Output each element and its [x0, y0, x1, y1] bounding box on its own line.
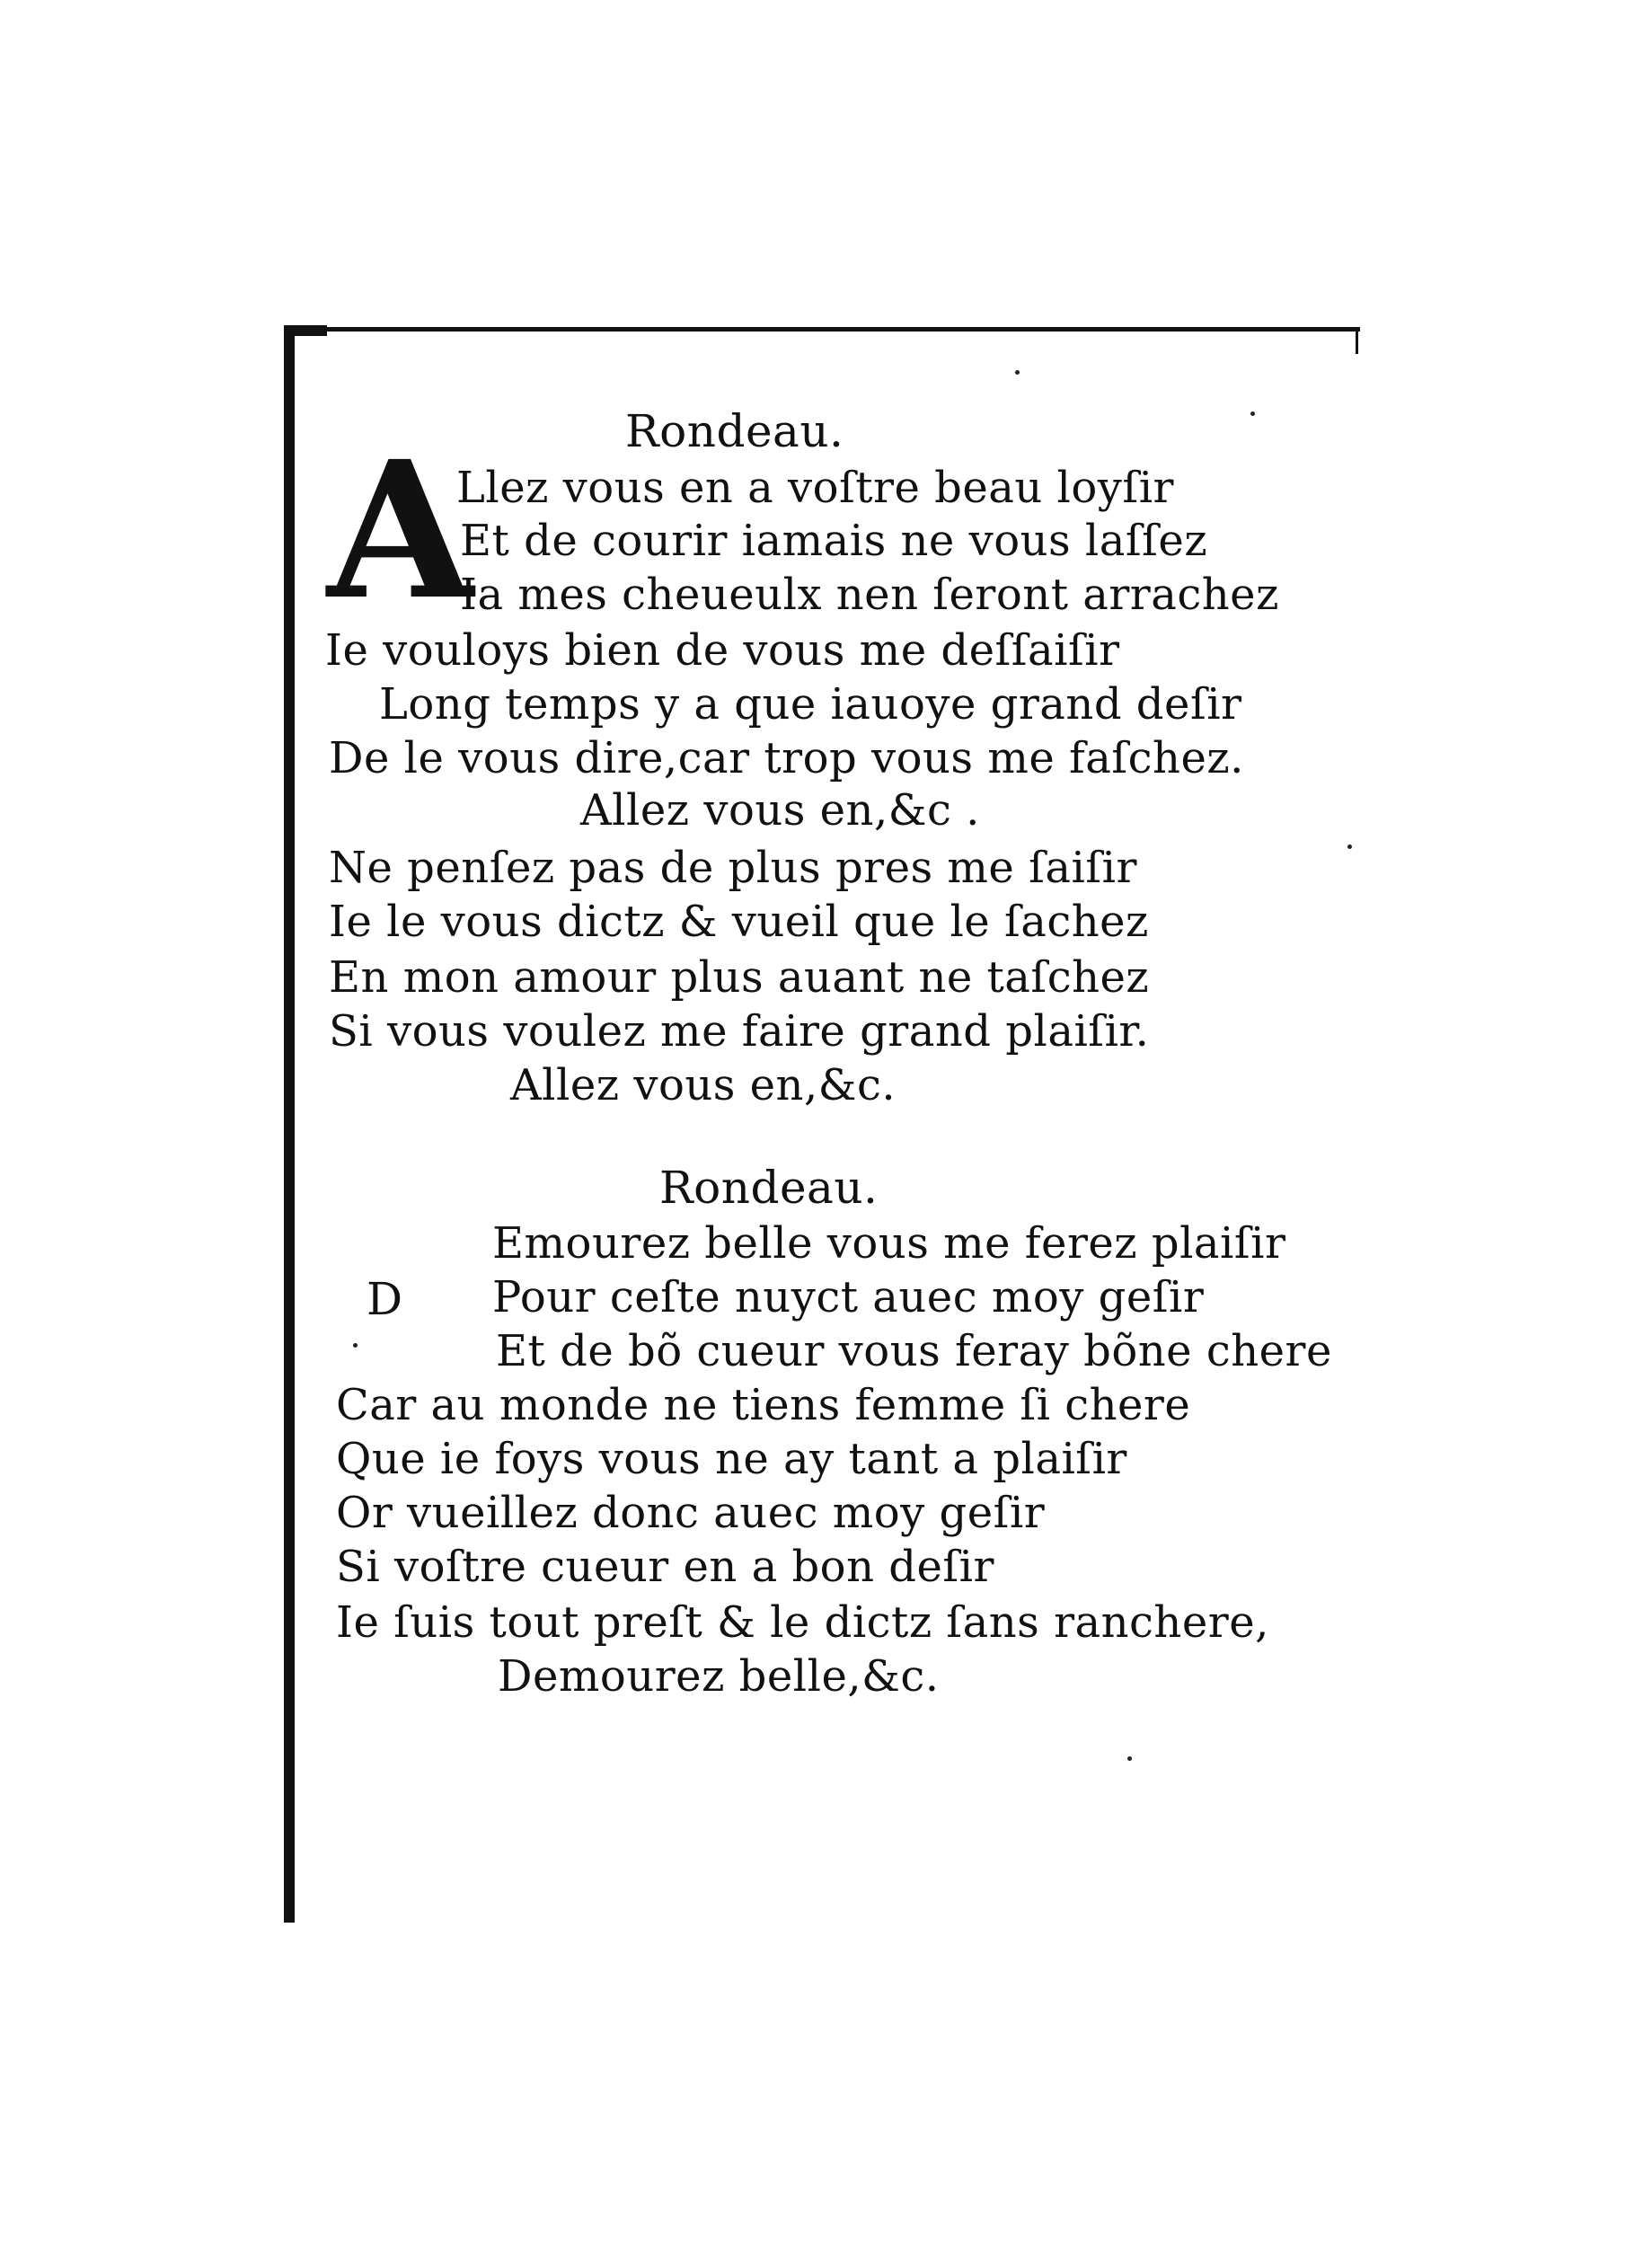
rondeau-2-line: Ie ſuis tout preſt & le dictz ſans ranchere, — [336, 1597, 1269, 1648]
print-speck — [1015, 370, 1020, 375]
rondeau-2-line: Si voſtre cueur en a bon deſir — [336, 1542, 994, 1592]
print-speck — [353, 1343, 358, 1348]
print-speck — [1127, 1756, 1132, 1761]
rondeau-1-line: Si vous voulez me faire grand plaiſir. — [329, 1006, 1150, 1057]
page-edge-right — [1356, 329, 1358, 354]
rondeau-1-line: En mon amour plus auant ne taſchez — [329, 952, 1150, 1003]
rondeau-1-line: Ie le vous dictz & vueil que le ſachez — [329, 897, 1149, 947]
rondeau-1-line: Et de courir iamais ne vous laſſez — [460, 516, 1208, 566]
print-speck — [1347, 844, 1352, 849]
rondeau-1-line: Llez vous en a voſtre beau loyſir — [456, 463, 1174, 513]
rondeau-1-refrain: Allez vous en,&c. — [510, 1060, 897, 1110]
rondeau-2-refrain: Demourez belle,&c. — [498, 1651, 940, 1702]
rondeau-2-line: Que ie foys vous ne ay tant a plaiſir — [336, 1434, 1127, 1484]
rondeau-2-title: Rondeau. — [659, 1162, 879, 1214]
rondeau-2-line: Or vueillez donc auec moy geſir — [336, 1488, 1046, 1538]
rondeau-2-line: Pour ceſte nuyct auec moy geſir — [492, 1272, 1205, 1322]
page-edge-corner — [284, 325, 327, 336]
rondeau-1-line: De le vous dire,car trop vous me faſchez. — [329, 733, 1244, 783]
print-speck — [1250, 411, 1255, 416]
rondeau-2-line: Et de bõ cueur vous feray bõne chere — [496, 1326, 1332, 1376]
rondeau-1-dropcap: A — [327, 420, 473, 641]
rondeau-1-line: Long temps y a que iauoye grand deſir — [379, 679, 1242, 730]
rondeau-2-dropcap: D — [367, 1273, 403, 1325]
rondeau-2-line: Emourez belle vous me ferez plaiſir — [492, 1218, 1286, 1269]
page-edge-left — [284, 325, 295, 1923]
rondeau-1-line: Ia mes cheueulx nen ſeront arrachez — [460, 570, 1279, 620]
rondeau-2-line: Car au monde ne tiens femme ſi chere — [336, 1380, 1191, 1430]
rondeau-1-title: Rondeau. — [625, 405, 844, 457]
page-edge-top — [284, 327, 1360, 332]
rondeau-1-line: Ie vouloys bien de vous me deſſaiſir — [325, 625, 1120, 676]
rondeau-1-refrain: Allez vous en,&c . — [580, 785, 980, 836]
rondeau-1-line: Ne penſez pas de plus pres me ſaiſir — [329, 843, 1137, 893]
